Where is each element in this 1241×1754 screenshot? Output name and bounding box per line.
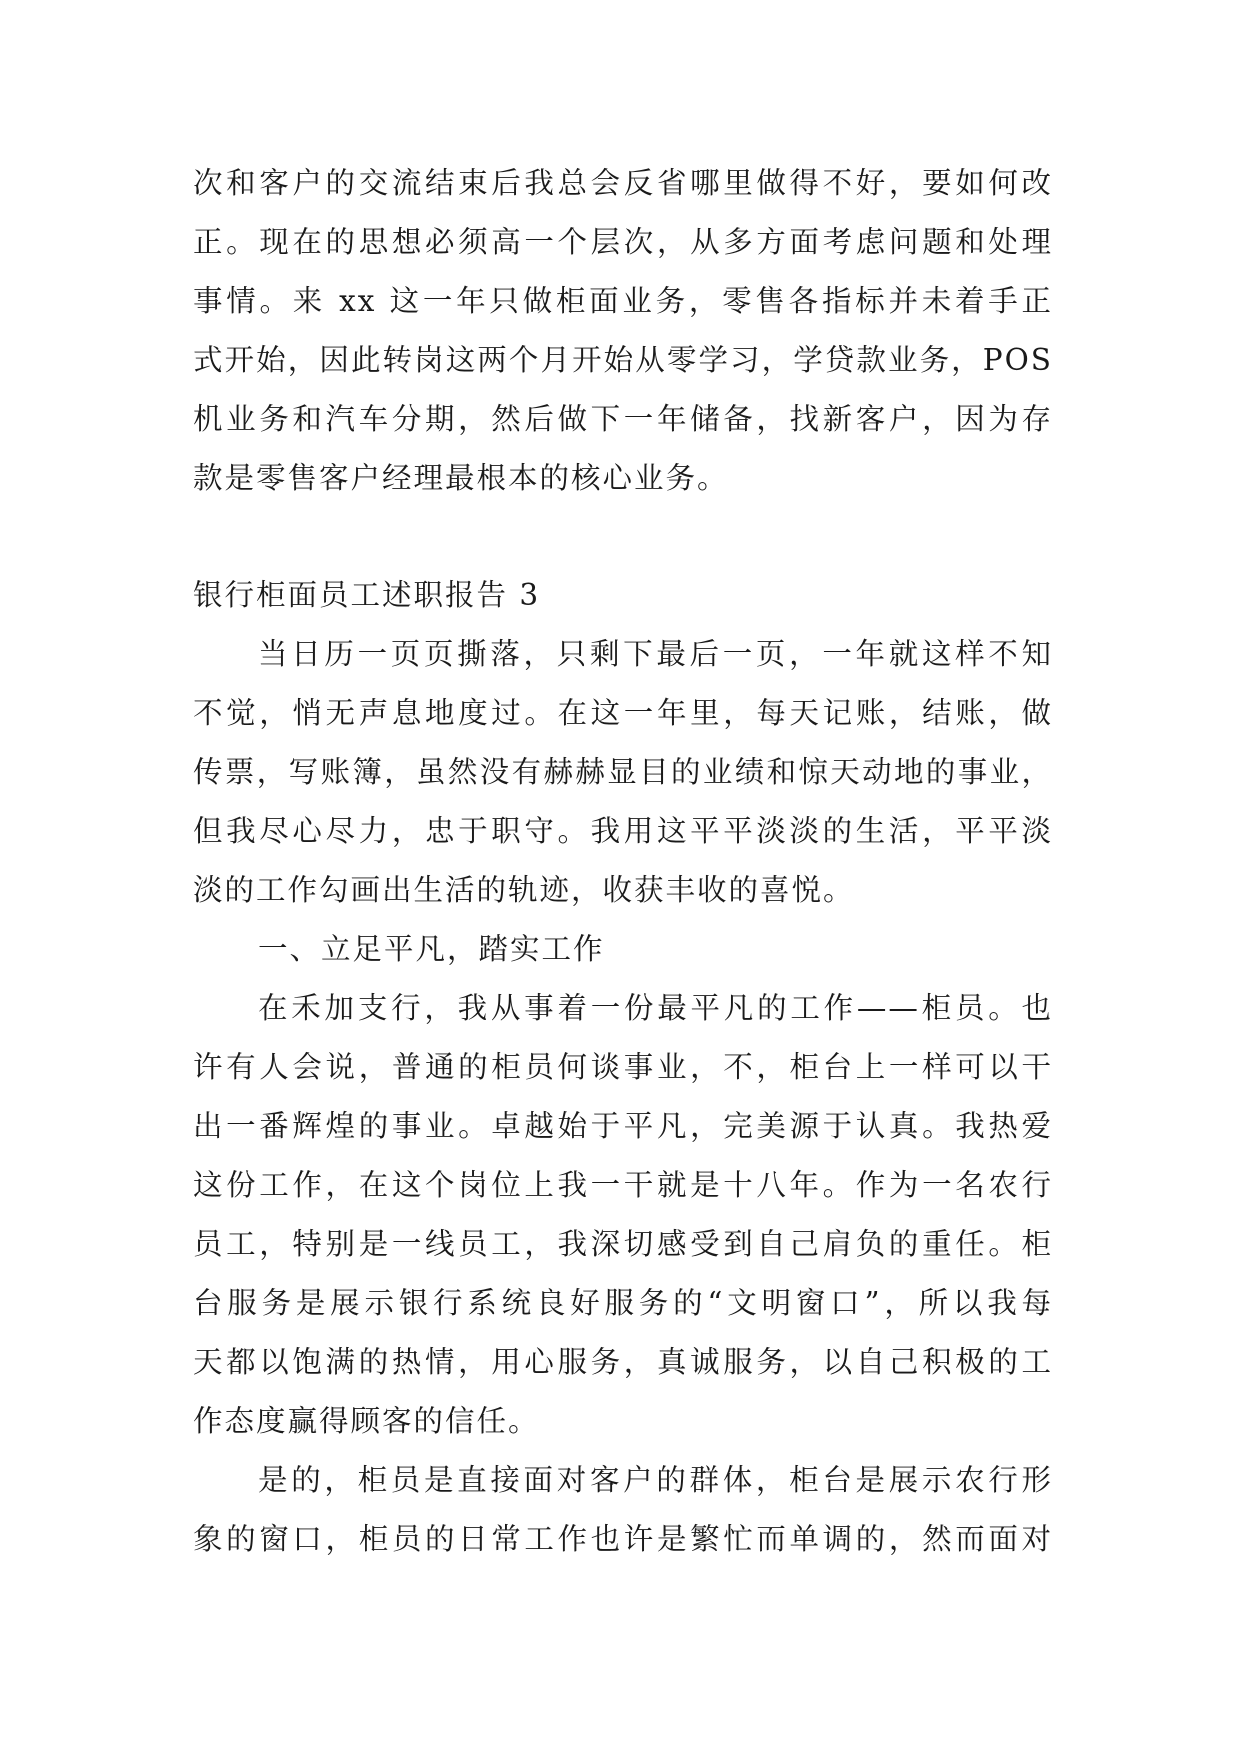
text-line: 员工，特别是一线员工，我深切感受到自己肩负的重任。柜 (193, 1227, 1053, 1261)
text-line: 机业务和汽车分期，然后做下一年储备，找新客户，因为存 (193, 402, 1053, 436)
text-line: 事情。来 xx 这一年只做柜面业务，零售各指标并未着手正 (193, 284, 1053, 318)
section-title: 银行柜面员工述职报告 3 (193, 578, 541, 612)
text-line: 但我尽心尽力，忠于职守。我用这平平淡淡的生活，平平淡 (193, 814, 1053, 848)
text-line: 正。现在的思想必须高一个层次，从多方面考虑问题和处理 (193, 225, 1053, 259)
text-line: 淡的工作勾画出生活的轨迹，收获丰收的喜悦。 (193, 873, 855, 907)
text-line: 天都以饱满的热情，用心服务，真诚服务，以自己积极的工 (193, 1345, 1053, 1379)
text-line: 不觉，悄无声息地度过。在这一年里，每天记账，结账，做 (193, 696, 1053, 730)
text-line: 出一番辉煌的事业。卓越始于平凡，完美源于认真。我热爱 (193, 1109, 1053, 1143)
text-line: 许有人会说，普通的柜员何谈事业，不，柜台上一样可以干 (193, 1050, 1053, 1084)
text-line: 这份工作，在这个岗位上我一干就是十八年。作为一名农行 (193, 1168, 1053, 1202)
text-line: 在禾加支行，我从事着一份最平凡的工作——柜员。也 (258, 991, 1053, 1025)
text-line: 式开始，因此转岗这两个月开始从零学习，学贷款业务，POS (193, 343, 1053, 377)
text-line: 台服务是展示银行系统良好服务的“文明窗口”，所以我每 (193, 1286, 1053, 1320)
text-line: 款是零售客户经理最根本的核心业务。 (193, 461, 729, 495)
text-line: 象的窗口，柜员的日常工作也许是繁忙而单调的，然而面对 (193, 1522, 1053, 1556)
text-line: 作态度赢得顾客的信任。 (193, 1404, 540, 1438)
text-line: 次和客户的交流结束后我总会反省哪里做得不好，要如何改 (193, 166, 1053, 200)
text-line: 当日历一页页撕落，只剩下最后一页，一年就这样不知 (258, 637, 1053, 671)
text-line: 是的，柜员是直接面对客户的群体，柜台是展示农行形 (258, 1463, 1053, 1497)
subheading: 一、立足平凡，踏实工作 (258, 932, 605, 966)
text-line: 传票，写账簿，虽然没有赫赫显目的业绩和惊天动地的事业， (193, 755, 1053, 789)
